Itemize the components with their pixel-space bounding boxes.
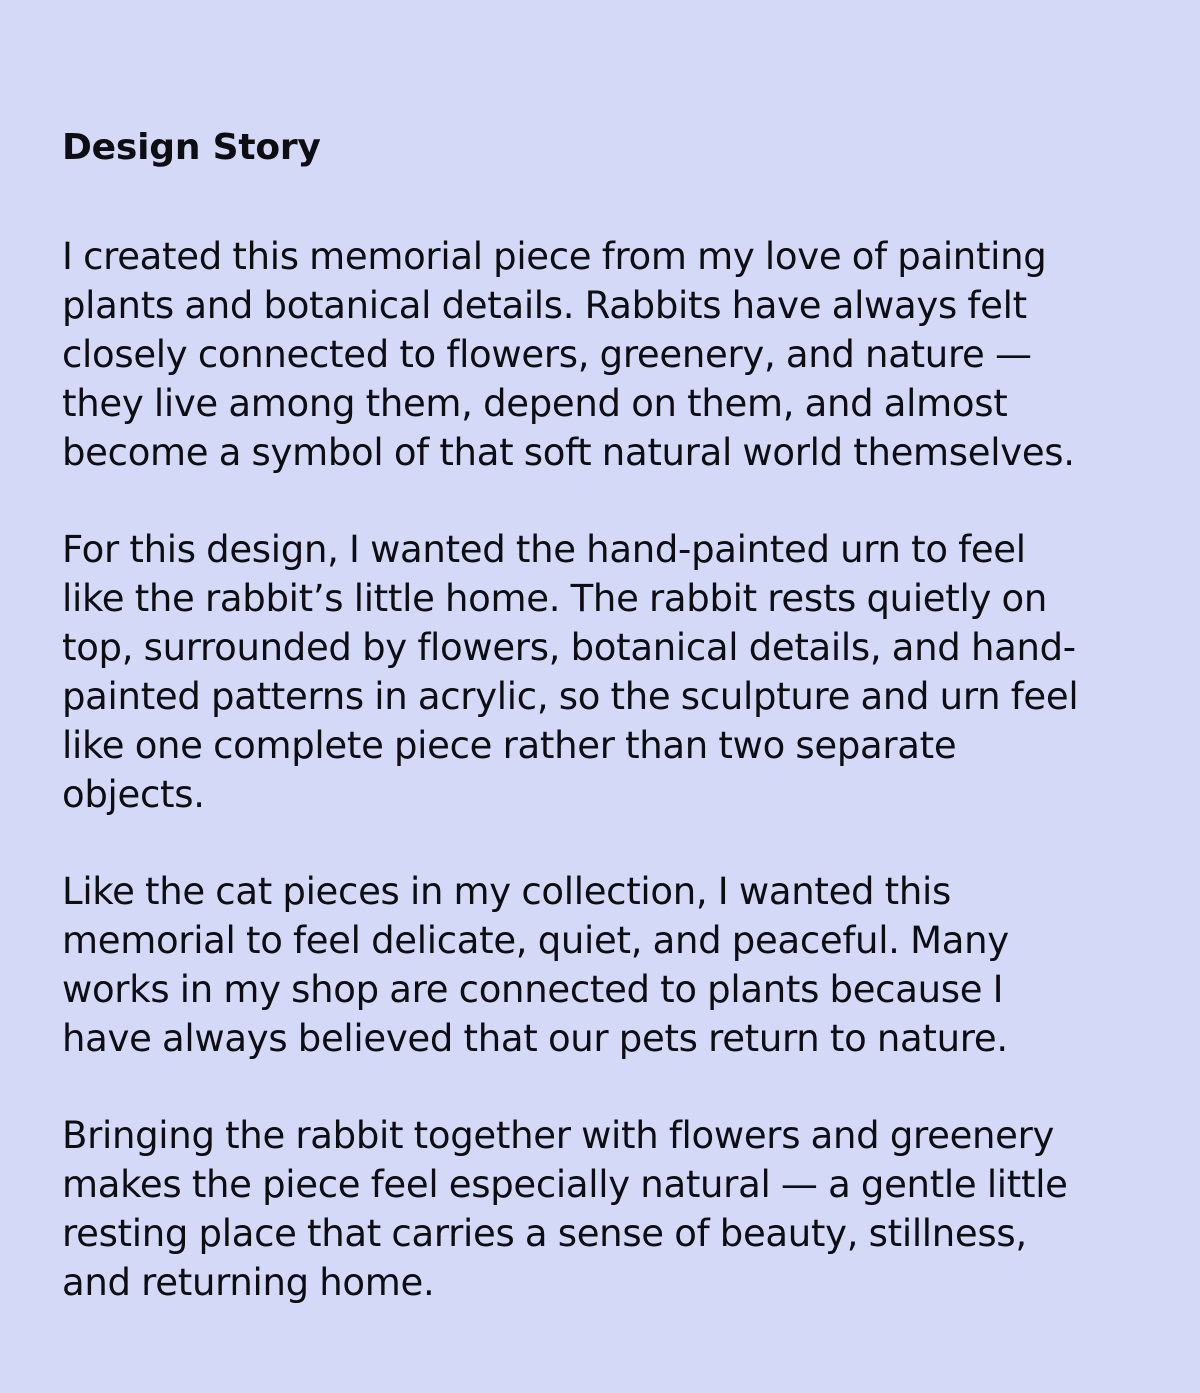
paragraph-line: I created this memorial piece from my love of painting — [62, 235, 1047, 278]
paragraph-line: and returning home. — [62, 1261, 435, 1304]
paragraph-line: For this design, I wanted the hand-painted urn to feel — [62, 528, 1026, 571]
story-paragraph-1 — [62, 232, 1140, 477]
paragraph-line: works in my shop are connected to plants because I — [62, 968, 1004, 1011]
paragraph-line: they live among them, depend on them, and almost — [62, 382, 1008, 425]
paragraph-line: like one complete piece rather than two separate — [62, 724, 957, 767]
paragraph-line: resting place that carries a sense of beauty, stillness, — [62, 1212, 1027, 1255]
paragraph-line: memorial to feel delicate, quiet, and peaceful. Many — [62, 919, 1009, 962]
paragraph-line: top, surrounded by flowers, botanical details, and hand- — [62, 626, 1076, 669]
paragraph-line: painted patterns in acrylic, so the sculpture and urn feel — [62, 675, 1079, 718]
paragraph-line: like the rabbit’s little home. The rabbit rests quietly on — [62, 577, 1047, 620]
paragraph-line: Like the cat pieces in my collection, I wanted this — [62, 870, 951, 913]
story-paragraph-2 — [62, 525, 1140, 819]
story-paragraph-4 — [62, 1111, 1140, 1307]
paragraph-line: makes the piece feel especially natural — a gentle little — [62, 1163, 1068, 1206]
paragraph-line: closely connected to flowers, greenery, and nature — — [62, 333, 1032, 376]
story-paragraph-3 — [62, 867, 1140, 1063]
paragraph-line: objects. — [62, 773, 205, 816]
paragraph-line: plants and botanical details. Rabbits have always felt — [62, 284, 1027, 327]
page-title: Design Story — [62, 127, 321, 168]
paragraph-line: have always believed that our pets return to nature. — [62, 1017, 1008, 1060]
paragraph-line: Bringing the rabbit together with flowers and greenery — [62, 1114, 1055, 1157]
paragraph-line: become a symbol of that soft natural world themselves. — [62, 431, 1075, 474]
